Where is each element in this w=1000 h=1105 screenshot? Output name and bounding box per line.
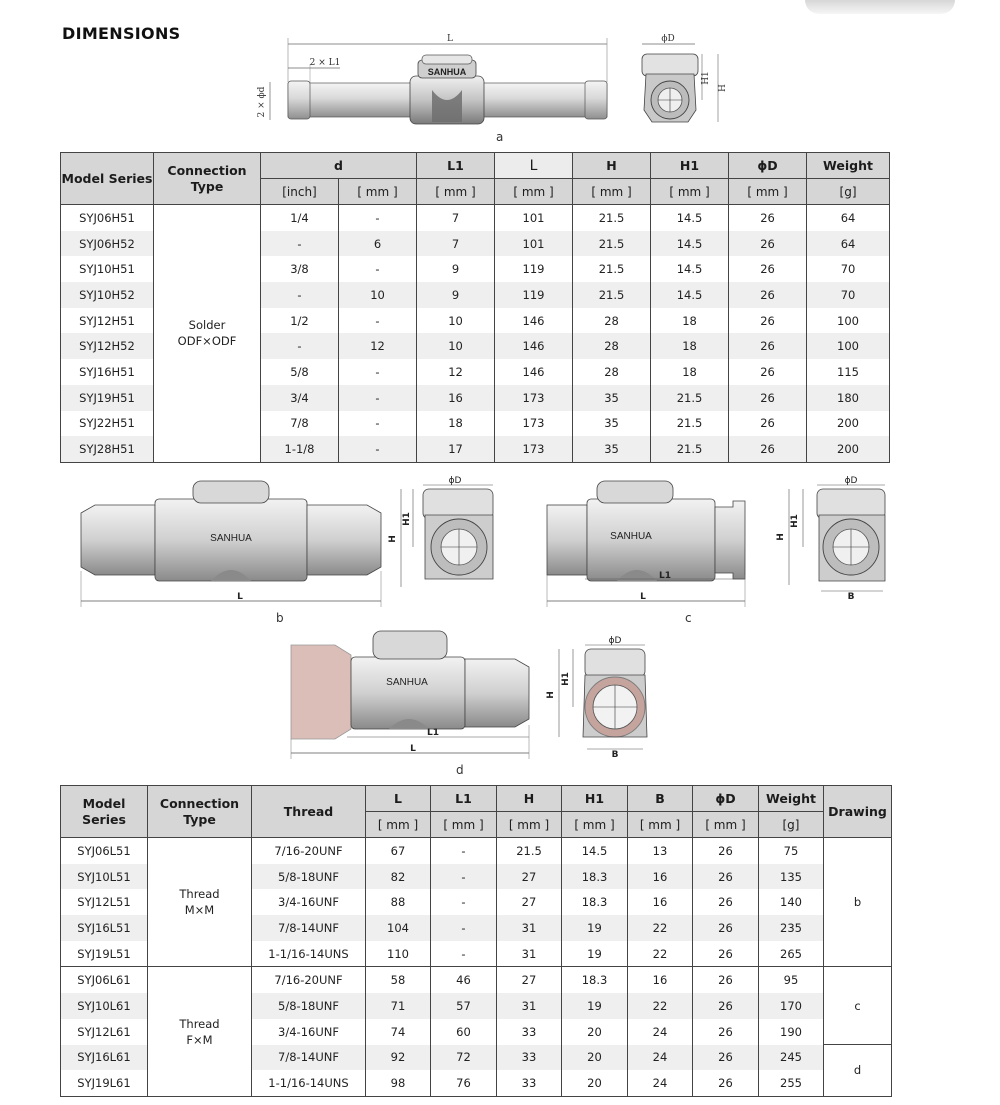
cell-D: 26 xyxy=(693,1045,759,1071)
cell-d-mm: 10 xyxy=(339,282,417,308)
cell-H: 35 xyxy=(573,436,651,462)
cell-d-mm: - xyxy=(339,359,417,385)
unit-L1: [ mm ] xyxy=(417,179,495,205)
cell-model: SYJ10H52 xyxy=(61,282,154,308)
cell-thread: 1-1/16-14UNS xyxy=(252,1070,366,1096)
cell-H1: 20 xyxy=(562,1045,628,1071)
cell-H: 28 xyxy=(573,308,651,334)
unit2-H: [ mm ] xyxy=(497,812,562,838)
cell-weight: 255 xyxy=(759,1070,824,1096)
cell-B: 24 xyxy=(628,1070,693,1096)
cell-H: 31 xyxy=(497,941,562,967)
cell-d-inch: 3/8 xyxy=(261,256,339,282)
figure-b xyxy=(75,475,495,625)
figure-b-dim-L: L xyxy=(237,592,243,602)
cell-H: 33 xyxy=(497,1070,562,1096)
header-H1: H1 xyxy=(651,153,729,179)
cell-L: 173 xyxy=(495,385,573,411)
table-row xyxy=(61,205,890,231)
figure-a-dim-2L1: 2 × L1 xyxy=(309,58,341,68)
unit2-B: [ mm ] xyxy=(628,812,693,838)
unit-d-inch: [inch] xyxy=(261,179,339,205)
cell-model: SYJ10H51 xyxy=(61,256,154,282)
figure-a-label: a xyxy=(496,130,504,144)
cell-D: 26 xyxy=(693,1070,759,1096)
header2-L1: L1 xyxy=(431,786,497,812)
header2-thread: Thread xyxy=(252,786,366,838)
cell-H: 21.5 xyxy=(573,256,651,282)
cell-D: 26 xyxy=(693,915,759,941)
cell-d-inch: 1/4 xyxy=(261,205,339,231)
cell-weight: 190 xyxy=(759,1019,824,1045)
cell-L1: 46 xyxy=(431,967,497,993)
cell-L1: - xyxy=(431,864,497,890)
cell-D: 26 xyxy=(729,282,807,308)
cell-D: 26 xyxy=(693,864,759,890)
figure-d-brand: SANHUA xyxy=(386,677,428,688)
cell-L: 146 xyxy=(495,308,573,334)
cell-D: 26 xyxy=(693,993,759,1019)
cell-H: 28 xyxy=(573,359,651,385)
cell-B: 16 xyxy=(628,864,693,890)
cell-L1: 10 xyxy=(417,333,495,359)
cell-model: SYJ06H52 xyxy=(61,231,154,257)
cell-model: SYJ19H51 xyxy=(61,385,154,411)
cell-model: SYJ16H51 xyxy=(61,359,154,385)
cell-L1: 10 xyxy=(417,308,495,334)
figure-c xyxy=(545,475,985,625)
header2-weight: Weight xyxy=(759,786,824,812)
cell-L: 98 xyxy=(366,1070,431,1096)
cell-weight: 100 xyxy=(807,333,890,359)
page-title: DIMENSIONS xyxy=(62,24,181,43)
figure-a-dim-H: H xyxy=(718,84,728,92)
cell-H1: 18 xyxy=(651,359,729,385)
cell-model: SYJ06L51 xyxy=(61,838,148,864)
cell-L: 92 xyxy=(366,1045,431,1071)
cell-L1: 12 xyxy=(417,359,495,385)
cell-d-inch: 3/4 xyxy=(261,385,339,411)
cell-B: 16 xyxy=(628,967,693,993)
cell-H: 27 xyxy=(497,864,562,890)
cell-D: 26 xyxy=(729,385,807,411)
header2-connection-type: Connection Type xyxy=(148,786,252,838)
cell-H1: 14.5 xyxy=(651,282,729,308)
cell-H: 27 xyxy=(497,889,562,915)
cell-weight: 64 xyxy=(807,205,890,231)
table-row xyxy=(61,838,892,864)
cell-model: SYJ10L61 xyxy=(61,993,148,1019)
header2-H: H xyxy=(497,786,562,812)
cell-D: 26 xyxy=(729,411,807,437)
cell-H1: 18 xyxy=(651,333,729,359)
cell-L1: 57 xyxy=(431,993,497,1019)
cell-connection-type: Thread M×M xyxy=(148,838,252,967)
figure-d-dim-H1: H1 xyxy=(561,672,571,686)
cell-H: 27 xyxy=(497,967,562,993)
cell-d-mm: - xyxy=(339,308,417,334)
cell-D: 26 xyxy=(693,838,759,864)
cell-d-inch: 5/8 xyxy=(261,359,339,385)
cell-d-mm: 12 xyxy=(339,333,417,359)
figure-c-dim-H: H xyxy=(776,533,786,541)
figure-b-dim-D: ϕD xyxy=(448,476,462,486)
cell-H1: 19 xyxy=(562,993,628,1019)
cell-d-mm: - xyxy=(339,205,417,231)
cell-H: 21.5 xyxy=(573,205,651,231)
cell-weight: 100 xyxy=(807,308,890,334)
unit-H1: [ mm ] xyxy=(651,179,729,205)
solder-spec-table xyxy=(60,152,890,463)
cell-weight: 135 xyxy=(759,864,824,890)
cell-H: 21.5 xyxy=(497,838,562,864)
figure-c-drawing xyxy=(545,475,985,610)
cell-L: 104 xyxy=(366,915,431,941)
cell-D: 26 xyxy=(693,889,759,915)
cell-L1: - xyxy=(431,838,497,864)
cell-H1: 14.5 xyxy=(651,256,729,282)
figure-d-label: d xyxy=(456,763,464,777)
cell-connection-type: Thread F×M xyxy=(148,967,252,1096)
cell-L: 74 xyxy=(366,1019,431,1045)
figure-c-brand: SANHUA xyxy=(610,531,652,542)
figure-d xyxy=(285,625,685,780)
cell-H1: 19 xyxy=(562,915,628,941)
cell-L: 71 xyxy=(366,993,431,1019)
cell-L1: - xyxy=(431,889,497,915)
cell-d-mm: 6 xyxy=(339,231,417,257)
cell-L: 119 xyxy=(495,282,573,308)
cell-model: SYJ12H52 xyxy=(61,333,154,359)
cell-H: 21.5 xyxy=(573,231,651,257)
unit2-H1: [ mm ] xyxy=(562,812,628,838)
figure-c-dim-L: L xyxy=(640,592,646,602)
cell-L1: 7 xyxy=(417,205,495,231)
header2-H1: H1 xyxy=(562,786,628,812)
cell-H: 33 xyxy=(497,1019,562,1045)
cell-H1: 18.3 xyxy=(562,967,628,993)
figure-c-dim-H1: H1 xyxy=(790,514,800,528)
cell-thread: 5/8-18UNF xyxy=(252,993,366,1019)
cell-L1: 7 xyxy=(417,231,495,257)
cell-L1: 16 xyxy=(417,385,495,411)
header2-model-series: Model Series xyxy=(61,786,148,838)
cell-H: 31 xyxy=(497,993,562,1019)
cell-thread: 1-1/16-14UNS xyxy=(252,941,366,967)
figure-b-drawing xyxy=(75,475,495,610)
header-D: ϕD xyxy=(729,153,807,179)
cell-H1: 18.3 xyxy=(562,889,628,915)
figure-d-dim-B: B xyxy=(611,750,619,760)
cell-H: 21.5 xyxy=(573,282,651,308)
header-model-series: Model Series xyxy=(61,153,154,205)
cell-B: 13 xyxy=(628,838,693,864)
figure-c-dim-D: ϕD xyxy=(844,476,858,486)
cell-weight: 75 xyxy=(759,838,824,864)
cell-model: SYJ12L61 xyxy=(61,1019,148,1045)
cell-H: 31 xyxy=(497,915,562,941)
cell-d-inch: - xyxy=(261,333,339,359)
unit2-weight: [g] xyxy=(759,812,824,838)
cell-H1: 18 xyxy=(651,308,729,334)
cell-d-inch: - xyxy=(261,231,339,257)
cell-d-inch: 1-1/8 xyxy=(261,436,339,462)
cell-weight: 140 xyxy=(759,889,824,915)
cell-D: 26 xyxy=(729,359,807,385)
header-weight: Weight xyxy=(807,153,890,179)
unit2-L1: [ mm ] xyxy=(431,812,497,838)
cell-L1: 9 xyxy=(417,256,495,282)
cell-B: 16 xyxy=(628,889,693,915)
cell-L: 146 xyxy=(495,333,573,359)
unit2-D: [ mm ] xyxy=(693,812,759,838)
cell-L1: 17 xyxy=(417,436,495,462)
figure-a-dim-H1: H1 xyxy=(701,71,711,85)
cell-H1: 14.5 xyxy=(651,205,729,231)
table-row xyxy=(61,967,892,993)
cell-L: 119 xyxy=(495,256,573,282)
cell-drawing: b xyxy=(824,838,892,967)
cell-B: 24 xyxy=(628,1045,693,1071)
cell-d-mm: - xyxy=(339,385,417,411)
cell-D: 26 xyxy=(693,967,759,993)
unit-H: [ mm ] xyxy=(573,179,651,205)
unit-L: [ mm ] xyxy=(495,179,573,205)
cell-L: 82 xyxy=(366,864,431,890)
cell-L: 173 xyxy=(495,411,573,437)
cell-drawing: d xyxy=(824,1045,892,1097)
cell-weight: 180 xyxy=(807,385,890,411)
cell-H1: 19 xyxy=(562,941,628,967)
figure-b-label: b xyxy=(276,611,284,625)
cell-H1: 20 xyxy=(562,1019,628,1045)
cell-H1: 18.3 xyxy=(562,864,628,890)
header-connection-type: Connection Type xyxy=(154,153,261,205)
cell-D: 26 xyxy=(729,256,807,282)
cell-H1: 20 xyxy=(562,1070,628,1096)
figure-a-dim-D: ϕD xyxy=(661,34,675,44)
unit-D: [ mm ] xyxy=(729,179,807,205)
cell-d-inch: - xyxy=(261,282,339,308)
cell-d-mm: - xyxy=(339,411,417,437)
cell-L: 173 xyxy=(495,436,573,462)
cell-weight: 235 xyxy=(759,915,824,941)
unit2-L: [ mm ] xyxy=(366,812,431,838)
cell-thread: 5/8-18UNF xyxy=(252,864,366,890)
cell-thread: 7/8-14UNF xyxy=(252,1045,366,1071)
cell-model: SYJ06H51 xyxy=(61,205,154,231)
cell-connection-type: Solder ODF×ODF xyxy=(154,205,261,463)
cell-d-inch: 1/2 xyxy=(261,308,339,334)
figure-a-brand: SANHUA xyxy=(427,67,467,77)
cell-D: 26 xyxy=(693,941,759,967)
cell-B: 22 xyxy=(628,941,693,967)
cell-thread: 7/16-20UNF xyxy=(252,967,366,993)
cell-thread: 7/16-20UNF xyxy=(252,838,366,864)
figure-c-label: c xyxy=(685,611,692,625)
cell-L: 101 xyxy=(495,231,573,257)
cell-H1: 21.5 xyxy=(651,411,729,437)
cell-B: 22 xyxy=(628,915,693,941)
cell-H1: 21.5 xyxy=(651,385,729,411)
cell-H: 28 xyxy=(573,333,651,359)
cell-model: SYJ22H51 xyxy=(61,411,154,437)
cell-weight: 265 xyxy=(759,941,824,967)
cell-L1: 18 xyxy=(417,411,495,437)
cell-weight: 170 xyxy=(759,993,824,1019)
cell-L: 110 xyxy=(366,941,431,967)
figure-d-drawing xyxy=(285,625,685,760)
cell-D: 26 xyxy=(729,308,807,334)
cell-L1: - xyxy=(431,941,497,967)
cell-model: SYJ19L61 xyxy=(61,1070,148,1096)
figure-d-dim-D: ϕD xyxy=(608,636,622,646)
cell-weight: 200 xyxy=(807,411,890,437)
cell-H: 35 xyxy=(573,411,651,437)
cell-weight: 245 xyxy=(759,1045,824,1071)
header-L: L xyxy=(495,153,573,179)
figure-d-dim-L1: L1 xyxy=(427,728,439,738)
cell-L: 146 xyxy=(495,359,573,385)
header-d: d xyxy=(261,153,417,179)
cell-D: 26 xyxy=(729,436,807,462)
cell-H1: 21.5 xyxy=(651,436,729,462)
figure-a xyxy=(250,30,740,145)
figure-d-dim-H: H xyxy=(546,691,556,699)
cell-L: 58 xyxy=(366,967,431,993)
cell-weight: 70 xyxy=(807,282,890,308)
cell-L1: 9 xyxy=(417,282,495,308)
header2-B: B xyxy=(628,786,693,812)
figure-c-dim-L1: L1 xyxy=(659,571,671,581)
cell-B: 24 xyxy=(628,1019,693,1045)
figure-a-dim-L: L xyxy=(447,34,453,44)
cell-D: 26 xyxy=(729,231,807,257)
cell-L: 67 xyxy=(366,838,431,864)
cell-L1: 72 xyxy=(431,1045,497,1071)
cell-d-mm: - xyxy=(339,256,417,282)
thread-spec-table xyxy=(60,785,892,1097)
figure-a-dim-2d: 2 × ϕd xyxy=(257,86,267,118)
figure-b-brand: SANHUA xyxy=(210,533,252,544)
cell-H: 33 xyxy=(497,1045,562,1071)
cell-thread: 3/4-16UNF xyxy=(252,1019,366,1045)
cell-model: SYJ12H51 xyxy=(61,308,154,334)
cell-D: 26 xyxy=(693,1019,759,1045)
cell-L1: - xyxy=(431,915,497,941)
cell-B: 22 xyxy=(628,993,693,1019)
cell-model: SYJ19L51 xyxy=(61,941,148,967)
cell-model: SYJ16L51 xyxy=(61,915,148,941)
cell-model: SYJ06L61 xyxy=(61,967,148,993)
figure-d-dim-L: L xyxy=(410,744,416,754)
cell-model: SYJ12L51 xyxy=(61,889,148,915)
cell-d-mm: - xyxy=(339,436,417,462)
cell-L1: 76 xyxy=(431,1070,497,1096)
cell-model: SYJ10L51 xyxy=(61,864,148,890)
header-L1: L1 xyxy=(417,153,495,179)
header2-L: L xyxy=(366,786,431,812)
cell-L1: 60 xyxy=(431,1019,497,1045)
cell-D: 26 xyxy=(729,205,807,231)
cell-weight: 70 xyxy=(807,256,890,282)
cell-weight: 200 xyxy=(807,436,890,462)
unit-weight: [g] xyxy=(807,179,890,205)
cell-H1: 14.5 xyxy=(562,838,628,864)
cell-thread: 7/8-14UNF xyxy=(252,915,366,941)
cell-weight: 115 xyxy=(807,359,890,385)
header-H: H xyxy=(573,153,651,179)
unit-d-mm: [ mm ] xyxy=(339,179,417,205)
header2-drawing: Drawing xyxy=(824,786,892,838)
figure-b-dim-H1: H1 xyxy=(402,512,412,526)
cell-H1: 14.5 xyxy=(651,231,729,257)
cell-model: SYJ28H51 xyxy=(61,436,154,462)
figure-a-drawing xyxy=(250,30,740,145)
cell-L: 88 xyxy=(366,889,431,915)
figure-c-dim-B: B xyxy=(847,592,855,602)
cell-H: 35 xyxy=(573,385,651,411)
decorative-shadow xyxy=(805,0,955,14)
figure-b-dim-H: H xyxy=(388,535,398,543)
cell-weight: 95 xyxy=(759,967,824,993)
cell-model: SYJ16L61 xyxy=(61,1045,148,1071)
cell-thread: 3/4-16UNF xyxy=(252,889,366,915)
cell-d-inch: 7/8 xyxy=(261,411,339,437)
cell-D: 26 xyxy=(729,333,807,359)
cell-drawing: c xyxy=(824,967,892,1045)
header2-D: ϕD xyxy=(693,786,759,812)
cell-weight: 64 xyxy=(807,231,890,257)
cell-L: 101 xyxy=(495,205,573,231)
